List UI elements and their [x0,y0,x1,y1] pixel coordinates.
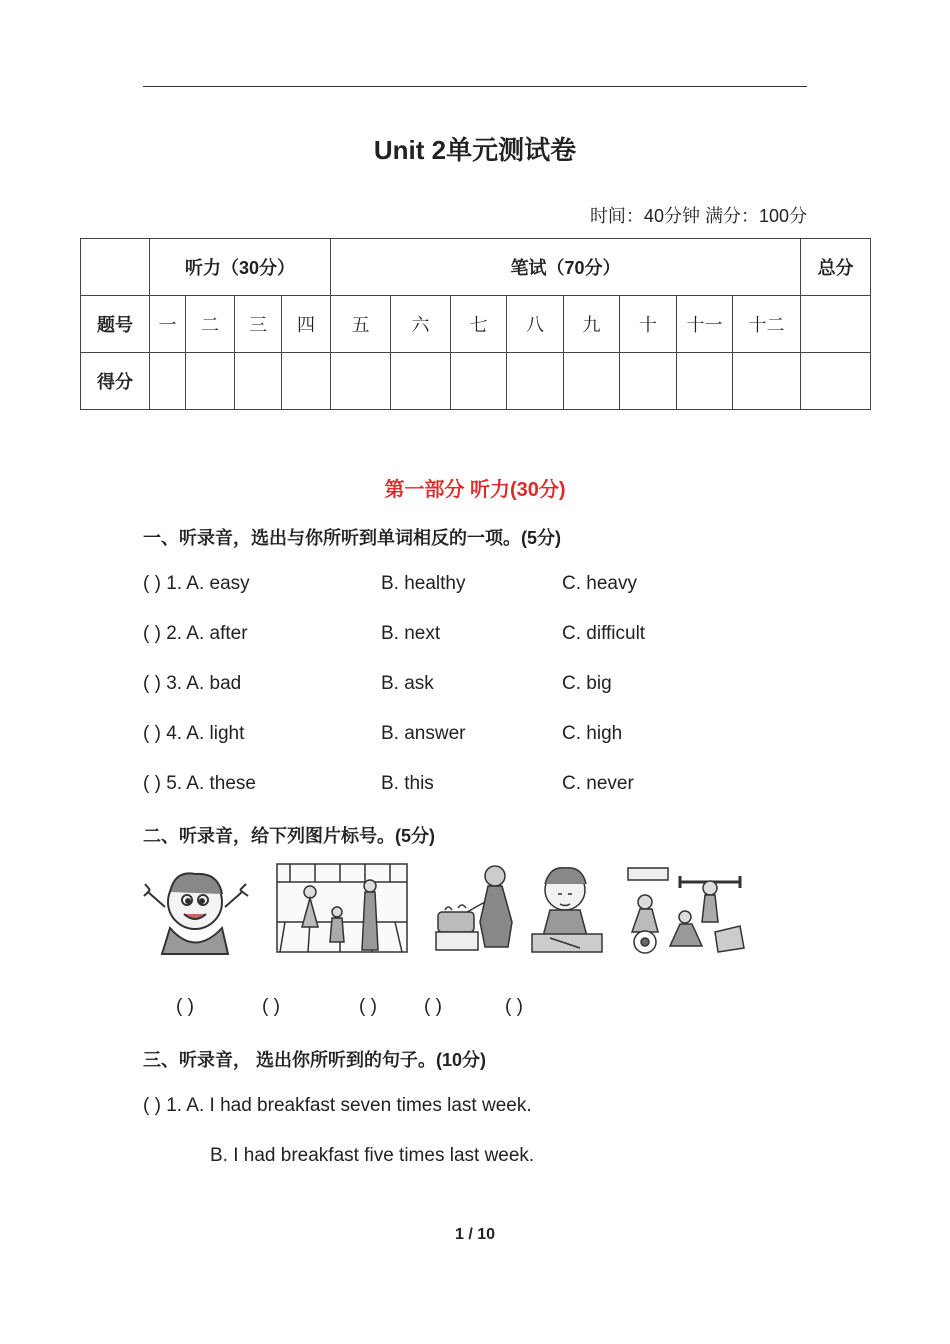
question-number: 一 [150,296,186,353]
picture-family-kitchen [277,864,407,952]
picture-answer-blank-4[interactable]: ( ) [424,996,442,1017]
question-5-b: B. this [381,773,434,794]
question-3-a: ( ) 3. A. bad [143,673,242,694]
page-number: 1 / 10 [454,1226,496,1243]
score-cell[interactable] [150,353,186,410]
row-label-numbers: 题号 [81,296,150,353]
score-cell[interactable] [564,353,620,410]
header-rule [143,86,807,87]
score-cell[interactable] [620,353,677,410]
listening-header: 听力（30分） [150,239,331,296]
question-1-a: ( ) 1. A. easy [143,573,250,594]
score-cell[interactable] [451,353,507,410]
question-5-a: ( ) 5. A. these [143,773,256,794]
question-number: 九 [564,296,620,353]
score-cell[interactable] [733,353,801,410]
question-3-b: B. ask [381,673,434,694]
picture-answer-blank-1[interactable]: ( ) [176,996,194,1017]
score-cell[interactable] [235,353,282,410]
score-cell[interactable] [331,353,391,410]
picture-answer-blank-5[interactable]: ( ) [505,996,523,1017]
question-1-b: B. healthy [381,573,466,594]
row-label-scores: 得分 [81,353,150,410]
question-number: 十二 [733,296,801,353]
section3-question-1-b: B. I had breakfast five times last week. [210,1145,535,1166]
question-4-b: B. answer [381,723,466,744]
total-cell [801,296,871,353]
total-score-cell[interactable] [801,353,871,410]
section2-title: 二、听录音，给下列图片标号。(5分) [143,826,435,846]
question-1-c: C. heavy [562,573,637,594]
blank-corner [81,239,150,296]
question-5-c: C. never [562,773,634,794]
part1-title: 第一部分 听力(30分) [384,479,566,501]
score-cell[interactable] [677,353,733,410]
question-number: 八 [507,296,564,353]
question-2-b: B. next [381,623,441,644]
section1-title: 一、听录音，选出与你所听到单词相反的一项。(5分) [143,528,561,548]
picture-row [140,862,750,957]
picture-woman-cooking [436,866,512,950]
question-number: 六 [391,296,451,353]
question-2-a: ( ) 2. A. after [143,623,248,644]
score-cell[interactable] [391,353,451,410]
picture-answer-blank-2[interactable]: ( ) [262,996,280,1017]
question-number: 十一 [677,296,733,353]
picture-answer-blank-3[interactable]: ( ) [359,996,377,1017]
section3-title: 三、听录音， 选出你所听到的句子。(10分) [143,1050,487,1070]
picture-people-exercising [628,868,744,953]
score-cell[interactable] [282,353,331,410]
writing-header: 笔试（70分） [331,239,801,296]
score-cell[interactable] [186,353,235,410]
question-3-c: C. big [562,673,612,694]
section3-question-1-a: ( ) 1. A. I had breakfast seven times last week. [143,1095,532,1116]
question-number: 三 [235,296,282,353]
question-number: 四 [282,296,331,353]
question-4-c: C. high [562,723,623,744]
total-header: 总分 [801,239,871,296]
score-table [80,238,871,410]
question-number: 二 [186,296,235,353]
score-cell[interactable] [507,353,564,410]
question-number: 七 [451,296,507,353]
picture-boy-eating [532,868,602,952]
question-number: 十 [620,296,677,353]
question-2-c: C. difficult [562,623,646,644]
time-info: 时间：40分钟 满分：100分 [589,206,807,226]
picture-child-waving [144,873,248,954]
question-number: 五 [331,296,391,353]
question-4-a: ( ) 4. A. light [143,723,245,744]
page-title: Unit 2单元测试卷 [373,135,577,165]
